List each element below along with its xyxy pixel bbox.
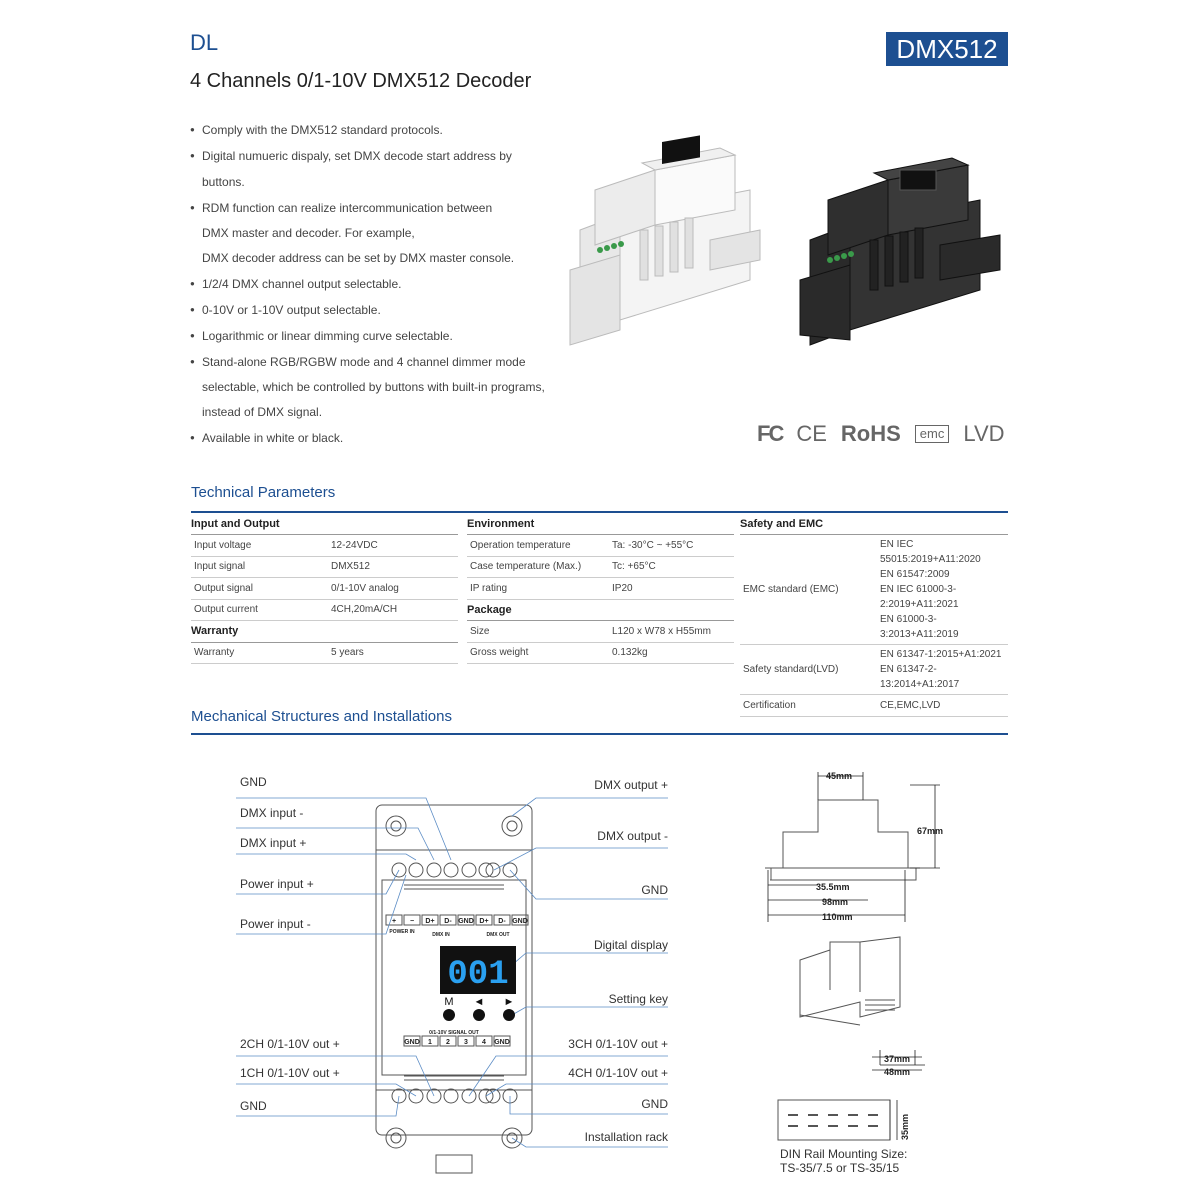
table-row: EMC standard (EMC) EN IEC 55015:2019+A11:2020 EN 61547:2009 EN IEC 61000-3-2:2019+A11:2021 EN 61000-3-3:2013+A11:2019: [740, 535, 1008, 645]
feature-item: ● Digital numueric dispaly, set DMX decode start address by buttons.: [190, 143, 550, 195]
table-row: Operation temperature Ta: -30°C ~ +55°C: [467, 535, 734, 557]
table-row: Size L120 x W78 x H55mm: [467, 621, 734, 643]
label-power-input-minus: Power input -: [240, 917, 311, 931]
dim-98mm: 98mm: [822, 897, 849, 907]
table-header: Safety and EMC: [740, 513, 1008, 535]
black-unit-image: [800, 158, 1000, 345]
dim-110mm: 110mm: [822, 912, 853, 922]
signal-out-label: 0/1-10V SIGNAL OUT: [429, 1030, 479, 1036]
label-power-input-plus: Power input +: [240, 877, 314, 891]
table-row: Warranty 5 years: [191, 642, 458, 664]
feature-item: ● Comply with the DMX512 standard protocols.: [190, 117, 550, 143]
dim-37mm: 37mm: [884, 1054, 911, 1064]
table-header: Warranty: [191, 621, 458, 643]
section-divider: [191, 733, 1008, 735]
emc-logo: emc: [915, 425, 950, 443]
table-header: Input and Output: [191, 513, 458, 535]
table-row: Safety standard(LVD) EN 61347-1:2015+A1:2021 EN 61347-2-13:2014+A1:2017: [740, 645, 1008, 695]
key-label: ◄: [473, 996, 485, 1008]
safety-emc-table: [740, 513, 1008, 717]
label-installation-rack: Installation rack: [584, 1130, 668, 1144]
protocol-badge: DMX512: [886, 32, 1008, 66]
table-row: IP rating IP20: [467, 578, 734, 600]
lvd-logo: LVD: [963, 421, 1005, 446]
terminal-label: GND: [512, 918, 528, 925]
terminal-group-label: DMX IN: [432, 932, 450, 938]
label-dmx-output-minus: DMX output -: [597, 829, 668, 843]
mechanical-section-title: Mechanical Structures and Installations: [191, 708, 452, 725]
dim-67mm: 67mm: [917, 826, 944, 836]
din-rail-caption: DIN Rail Mounting Size: TS-35/7.5 or TS-35/15: [780, 1147, 908, 1175]
terminal-group-label: DMX OUT: [486, 932, 510, 938]
mounting-hole: [386, 1128, 406, 1148]
label-2ch-out: 2CH 0/1-10V out +: [240, 1037, 340, 1051]
label-dmx-input-minus: DMX input -: [240, 806, 304, 820]
table-row: Gross weight 0.132kg: [467, 642, 734, 664]
feature-item: ● 1/2/4 DMX channel output selectable.: [190, 271, 550, 297]
table-row: Input voltage 12-24VDC: [191, 535, 458, 557]
table-row: Case temperature (Max.) Tc: +65°C: [467, 556, 734, 578]
dim-48mm: 48mm: [884, 1067, 911, 1077]
dim-35-5mm: 35.5mm: [816, 882, 850, 892]
key-label: ►: [503, 996, 515, 1008]
fcc-logo: FC: [757, 421, 783, 446]
table-row: Input signal DMX512: [191, 556, 458, 578]
mounting-hole: [386, 816, 406, 836]
terminal-label: 3: [464, 1039, 468, 1046]
feature-item: ● Logarithmic or linear dimming curve selectable.: [190, 323, 550, 349]
model-code: DL: [190, 30, 219, 55]
terminal-label: D+: [479, 918, 489, 925]
right-key[interactable]: [503, 1009, 515, 1021]
label-dmx-output-plus: DMX output +: [594, 778, 668, 792]
terminal-label: 1: [428, 1039, 432, 1046]
label-gnd-top: GND: [240, 775, 267, 789]
terminal-label: −: [409, 918, 415, 925]
mounting-hole: [502, 816, 522, 836]
feature-list: [190, 117, 550, 451]
terminal-label: 4: [482, 1039, 486, 1046]
dim-35mm: 35mm: [900, 1113, 910, 1140]
label-dmx-input-plus: DMX input +: [240, 836, 307, 850]
table-header: Environment: [467, 513, 734, 535]
terminal-label: +: [391, 918, 397, 925]
display-value: 001: [447, 956, 509, 994]
key-label: M: [444, 996, 454, 1008]
certification-logos: [757, 421, 1005, 447]
table-header: Package: [467, 599, 734, 621]
label-digital-display: Digital display: [593, 938, 668, 952]
feature-item: ● Stand-alone RGB/RGBW mode and 4 channel dimmer mode selectable, which be controlled by buttons with built-in programs, instead of DMX signal.: [190, 349, 550, 425]
label-setting-key: Setting key: [608, 992, 668, 1006]
label-gnd-bottom: GND: [240, 1099, 267, 1113]
terminal-label: GND: [494, 1039, 510, 1046]
feature-item: ● RDM function can realize intercommunication between DMX master and decoder. For example, DMX decoder address can be set by DMX master console.: [190, 195, 550, 271]
feature-item: ● Available in white or black.: [190, 425, 550, 451]
terminal-label: GND: [458, 918, 474, 925]
terminal-label: D-: [444, 918, 452, 925]
table-row: Output current 4CH,20mA/CH: [191, 599, 458, 621]
input-output-table: [191, 513, 458, 664]
dim-45mm: 45mm: [826, 771, 853, 781]
mode-key[interactable]: [443, 1009, 455, 1021]
terminal-group-label: POWER IN: [389, 929, 415, 935]
ce-logo: CE: [796, 421, 827, 446]
feature-item: ● 0-10V or 1-10V output selectable.: [190, 297, 550, 323]
terminal-label: D+: [425, 918, 435, 925]
label-gnd-right-bottom: GND: [641, 1097, 668, 1111]
label-gnd-right: GND: [641, 883, 668, 897]
table-row: Certification CE,EMC,LVD: [740, 695, 1008, 717]
left-key[interactable]: [473, 1009, 485, 1021]
environment-table: [467, 513, 734, 664]
table-row: Output signal 0/1-10V analog: [191, 578, 458, 600]
side-view-drawing: [760, 760, 960, 1180]
terminal-label: D-: [498, 918, 506, 925]
terminal-label: GND: [404, 1039, 420, 1046]
technical-section-title: Technical Parameters: [191, 484, 336, 501]
front-view-drawing: [236, 760, 676, 1180]
rohs-logo: RoHS: [840, 421, 901, 446]
page-title: 4 Channels 0/1-10V DMX512 Decoder: [190, 70, 532, 92]
label-4ch-out: 4CH 0/1-10V out +: [568, 1066, 668, 1080]
product-photos: [560, 130, 1020, 350]
label-3ch-out: 3CH 0/1-10V out +: [568, 1037, 668, 1051]
label-1ch-out: 1CH 0/1-10V out +: [240, 1066, 340, 1080]
terminal-label: 2: [446, 1039, 450, 1046]
white-unit-image: [570, 135, 760, 345]
